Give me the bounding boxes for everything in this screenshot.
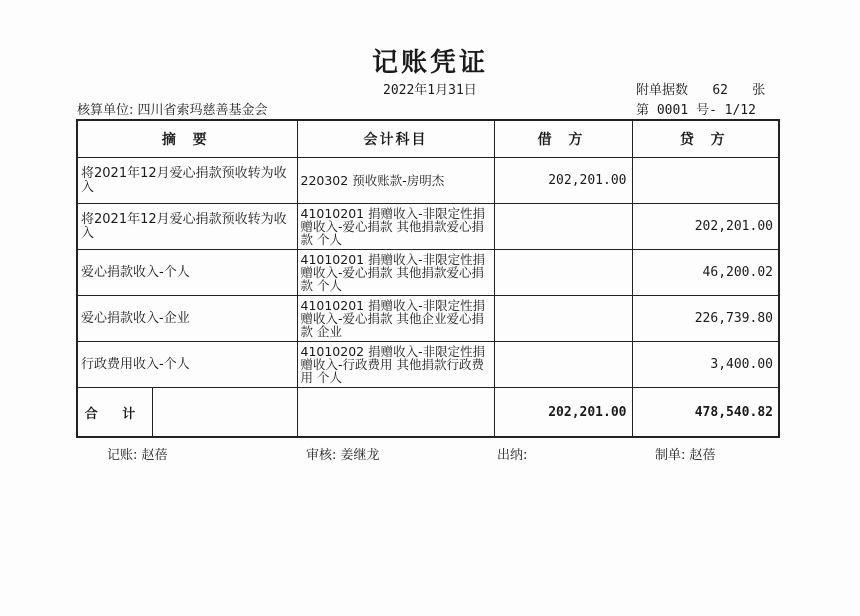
row-summary: 爱心捐款收入-企业: [77, 296, 297, 342]
preparer-name: 赵蓓: [689, 448, 716, 463]
voucher-number-prefix: 第: [636, 103, 650, 118]
voucher-number-sep: 号-: [695, 103, 717, 118]
attachments-unit: 张: [752, 83, 766, 98]
bookkeeper-name: 赵蓓: [141, 448, 168, 463]
bookkeeper-label: 记账:: [107, 448, 138, 463]
row-account: 41010201 捐赠收入-非限定性捐赠收入-爱心捐款 其他企业爱心捐款 企业: [297, 296, 494, 342]
row-credit: 46,200.02: [632, 250, 779, 296]
voucher-date: 2022年1月31日: [383, 83, 477, 98]
total-account-blank: [297, 388, 494, 438]
header-debit: 借 方: [494, 120, 632, 158]
cashier: [497, 444, 527, 463]
table-row: [77, 204, 779, 250]
table-row: [77, 158, 779, 204]
header-account: 会计科目: [297, 120, 494, 158]
row-debit: [494, 204, 632, 250]
row-debit: [494, 250, 632, 296]
row-credit: [632, 158, 779, 204]
row-account: 41010202 捐赠收入-非限定性捐赠收入-行政费用 其他捐款行政费用 个人: [297, 342, 494, 388]
voucher-table: [76, 119, 780, 438]
total-blank: [153, 388, 297, 436]
row-summary: 爱心捐款收入-个人: [77, 250, 297, 296]
voucher-number: [636, 99, 756, 118]
accounting-unit-name: 四川省索玛慈善基金会: [137, 103, 268, 118]
row-credit: 202,201.00: [632, 204, 779, 250]
preparer: [655, 444, 716, 463]
attachments-label: 附单据数: [636, 83, 689, 98]
row-debit: 202,201.00: [494, 158, 632, 204]
total-label: 合 计: [78, 388, 153, 436]
accounting-unit: [77, 99, 268, 118]
voucher-number-page: 1/12: [724, 103, 756, 118]
row-credit: 226,739.80: [632, 296, 779, 342]
table-row: [77, 250, 779, 296]
voucher-title: 记账凭证: [371, 48, 488, 78]
table-header-row: [77, 120, 779, 158]
table-row: [77, 296, 779, 342]
row-credit: 3,400.00: [632, 342, 779, 388]
voucher-number-no: 0001: [656, 103, 689, 118]
preparer-label: 制单:: [655, 448, 686, 463]
total-credit: 478,540.82: [632, 388, 779, 438]
row-debit: [494, 342, 632, 388]
attachments-count: [636, 79, 765, 98]
accounting-unit-label: 核算单位:: [77, 103, 134, 118]
table-row: [77, 342, 779, 388]
row-debit: [494, 296, 632, 342]
header-summary: 摘 要: [77, 120, 297, 158]
attachments-number: 62: [712, 83, 728, 98]
header-credit: 贷 方: [632, 120, 779, 158]
bookkeeper: [107, 444, 168, 463]
reviewer-name: 姜继龙: [340, 448, 380, 463]
reviewer: [306, 444, 380, 463]
total-row: [77, 388, 779, 438]
row-account: 41010201 捐赠收入-非限定性捐赠收入-爱心捐款 其他捐款爱心捐款 个人: [297, 250, 494, 296]
total-label-cell: [77, 388, 297, 438]
row-account: 220302 预收账款-房明杰: [297, 158, 494, 204]
cashier-label: 出纳:: [497, 448, 528, 463]
row-summary: 将2021年12月爱心捐款预收转为收入: [77, 204, 297, 250]
row-summary: 行政费用收入-个人: [77, 342, 297, 388]
row-account: 41010201 捐赠收入-非限定性捐赠收入-爱心捐款 其他捐款爱心捐款 个人: [297, 204, 494, 250]
row-summary: 将2021年12月爱心捐款预收转为收入: [77, 158, 297, 204]
reviewer-label: 审核:: [306, 448, 337, 463]
total-debit: 202,201.00: [494, 388, 632, 438]
